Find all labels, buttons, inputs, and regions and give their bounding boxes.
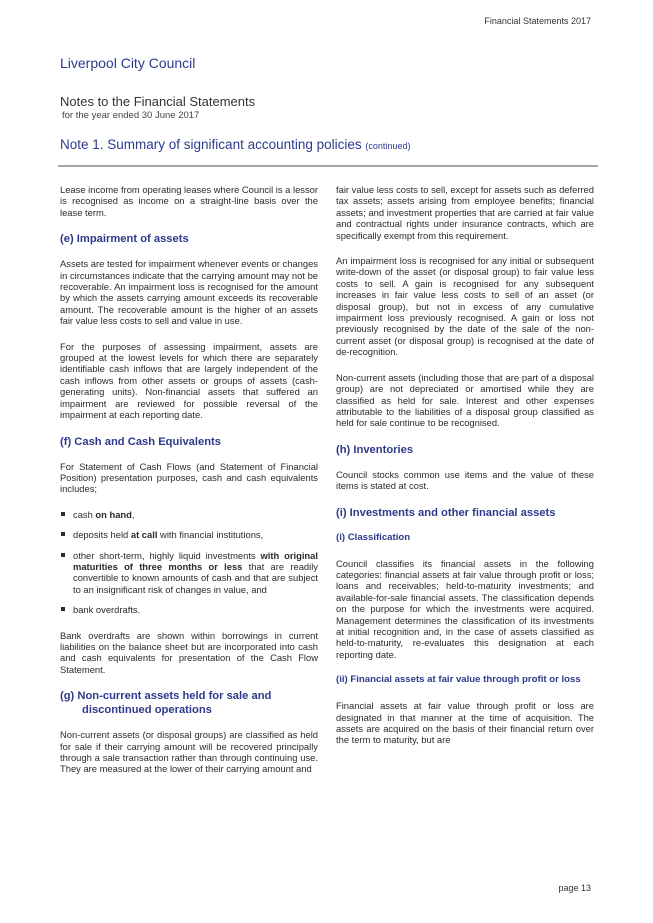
notes-title: Notes to the Financial Statements bbox=[60, 94, 256, 109]
note-heading-text: Note 1. Summary of significant accounting policies bbox=[60, 137, 362, 152]
paragraph-impairment-2: For the purposes of assessing impairment, assets are grouped at the lowest levels for which there are separately identifiable cash inflows that are largely independent of the cash inflows from other assets or groups of assets (cash-generating units). Non-financial assets that suffered an impairment are reviewed for possible reversal of the impairment at each reporting date. bbox=[60, 340, 318, 421]
note-heading-suffix: (continued) bbox=[365, 141, 411, 151]
heading-cash: (f) Cash and Cash Equivalents bbox=[60, 435, 222, 448]
paragraph-cash-1: For Statement of Cash Flows (and Statement of Financial Position) presentation purposes, cash and cash equivalents includes; bbox=[60, 460, 318, 495]
paragraph-fair-value: fair value less costs to sell, except for assets such as deferred tax assets; assets arising from employee benefits; financial assets; and investment properties that are carried at fair value and contractual rights under insurance contracts, which are specifically exempt from this requirement. bbox=[336, 184, 594, 241]
list-item: bank overdrafts. bbox=[60, 604, 318, 615]
bullet-icon bbox=[61, 512, 65, 516]
paragraph-inventories: Council stocks common use items and the value of these items is stated at cost. bbox=[336, 468, 594, 492]
left-column bbox=[60, 184, 318, 789]
subheading-classification: (i) Classification bbox=[336, 531, 411, 543]
paragraph-impairment-1: Assets are tested for impairment whenever events or changes in circumstances indicate that the carrying amount may not be recoverable. An impairment loss is recognised for the amount by which the assets carrying amount exceeds its recoverable amount. The recoverable amount is the higher of an assets fair value less costs to sell and value in use. bbox=[60, 258, 318, 327]
bullet-icon bbox=[61, 532, 65, 536]
paragraph-classification: Council classifies its financial assets in the following categories: financial assets at fair value through profit or loss; loans and receivables; held-to-maturity investments; and available-for-sale financial assets. The classification depends on the purpose for which the investments were acquired. Management determines the classification of its investments at initial recognition and, in the case of assets classified as held-to-maturity, re-evaluates this designation at each reporting date. bbox=[336, 557, 594, 660]
paragraph-fvtpl: Financial assets at fair value through profit or loss are designated in that manner at the time of acquisition. The assets are acquired on the basis of their financial return over the term to maturity, but are bbox=[336, 700, 594, 746]
heading-impairment: (e) Impairment of assets bbox=[60, 233, 189, 246]
bullet-icon bbox=[61, 553, 65, 557]
bullet-icon bbox=[61, 607, 65, 611]
subheading-fvtpl: (ii) Financial assets at fair value through profit or loss bbox=[336, 674, 581, 686]
paragraph-impairment-loss: An impairment loss is recognised for any initial or subsequent write-down of the asset (or disposal group) to fair value less costs to sell. A gain is recognised for any subsequent increases in fair value less costs to sell of an asset (or disposal group), but not in excess of any cumulative impairment loss previously recognised. A gain or loss not previously recognised by the date of the sale of the non-current asset (or disposal group) is recognised at the date of de-recognition. bbox=[336, 255, 594, 358]
cash-equivalents-list bbox=[60, 509, 318, 616]
right-column bbox=[336, 184, 594, 760]
notes-subtitle: for the year ended 30 June 2017 bbox=[62, 110, 200, 121]
header-divider bbox=[58, 165, 598, 167]
running-head: Financial Statements 2017 bbox=[484, 16, 591, 26]
heading-held-for-sale: (g) Non-current assets held for sale and discontinued operations bbox=[60, 690, 272, 717]
list-item: cash on hand, bbox=[60, 509, 318, 520]
paragraph-held-for-sale: Non-current assets (or disposal groups) are classified as held for sale if their carrying amount will be recovered principally through a sale transaction rather than through continuing use. They are measured at the lower of their carrying amount and bbox=[60, 729, 318, 775]
heading-investments: (i) Investments and other financial assets bbox=[336, 506, 556, 519]
list-item: deposits held at call with financial institutions, bbox=[60, 529, 318, 540]
paragraph-non-current: Non-current assets (including those that are part of a disposal group) are not depreciated or amortised while they are classified as held for sale. Interest and other expenses attributable to the liabilities of a disposal group classified as held for sale continue to be recognised. bbox=[336, 371, 594, 429]
heading-inventories: (h) Inventories bbox=[336, 443, 414, 456]
paragraph-lease-income: Lease income from operating leases where Council is a lessor is recognised as income on a straight-line basis over the lease term. bbox=[60, 184, 318, 218]
paragraph-cash-2: Bank overdrafts are shown within borrowings in current liabilities on the balance sheet but are incorporated into cash and cash equivalents for presentation of the Cash Flow Statement. bbox=[60, 629, 318, 675]
page-number: page 13 bbox=[558, 883, 591, 893]
note-heading bbox=[60, 137, 410, 152]
council-name: Liverpool City Council bbox=[60, 55, 196, 71]
list-item: other short-term, highly liquid investments with original maturities of three months or less that are readily convertible to known amounts of cash and that are subject to an insignificant risk of changes in value, and bbox=[60, 550, 318, 596]
